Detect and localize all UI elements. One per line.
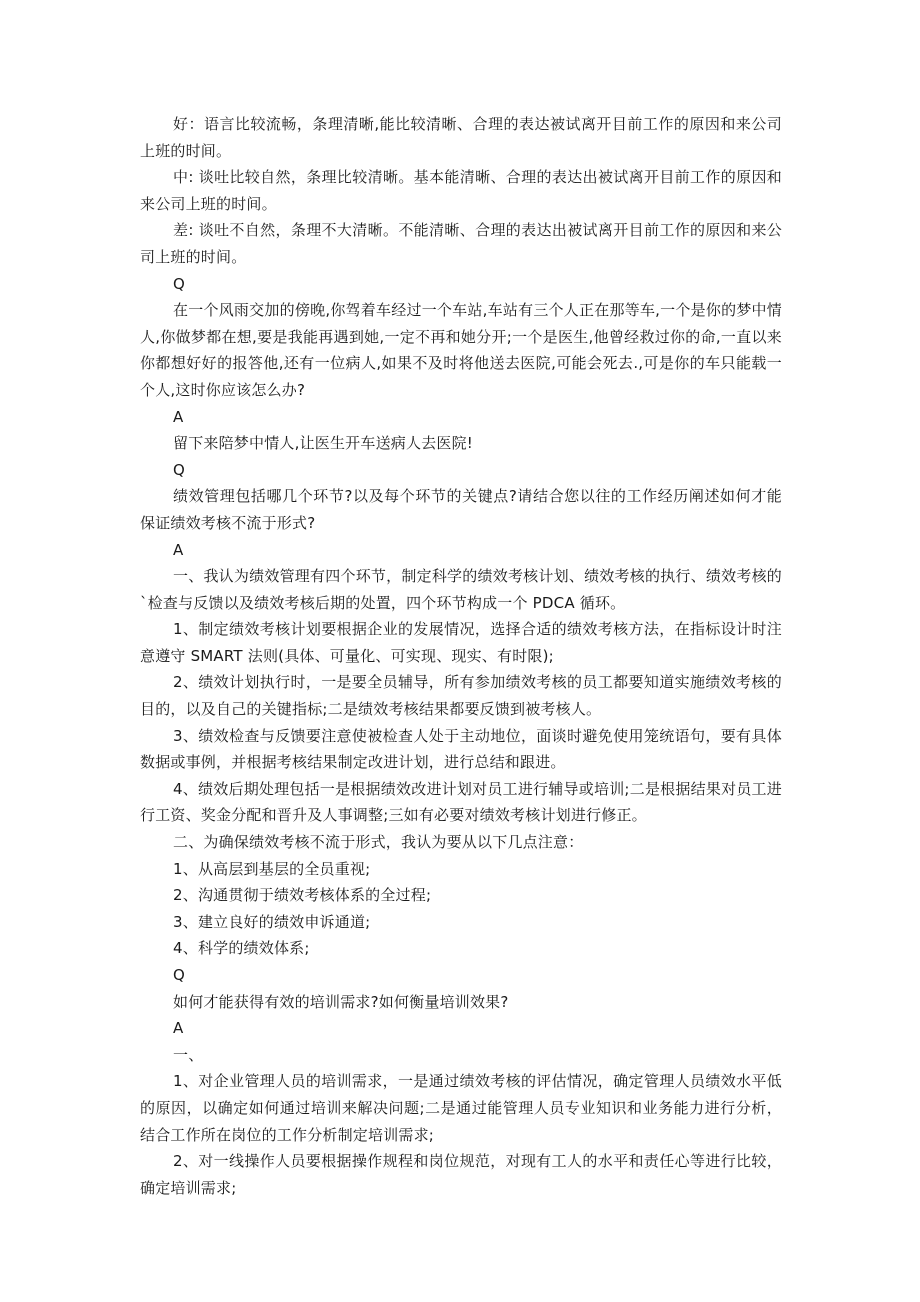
list-item: 1、对企业管理人员的培训需求，一是通过绩效考核的评估情况，确定管理人员绩效水平低的原因，以确定如何通过培训来解决问题;二是通过能管理人员专业知识和业务能力进行分析，结合工作所在岗位的工作分析制定培训需求;	[140, 1072, 782, 1144]
question-text: 在一个风雨交加的傍晚,你驾着车经过一个车站,车站有三个人正在那等车,一个是你的梦中情人,你做梦都在想,要是我能再遇到她,一定不再和她分开;一个是医生,他曾经救过你的命,一直以来你都想好好的报答他,还有一位病人,如果不及时将他送去医院,可能会死去.,可是你的车只能载一个人,这时你应该怎么办?	[140, 301, 782, 399]
answer-marker: A	[173, 407, 184, 426]
question-text: 如何才能获得有效的培训需求?如何衡量培训效果?	[173, 992, 509, 1011]
list-item: 4、科学的绩效体系;	[173, 939, 310, 958]
question-text: 绩效管理包括哪几个环节?以及每个环节的关键点?请结合您以往的工作经历阐述如何才能保证绩效考核不流于形式?	[140, 487, 782, 532]
section-heading: 一、	[173, 1045, 204, 1064]
document-body	[140, 111, 782, 1201]
question-marker: Q	[173, 966, 186, 984]
answer-marker: A	[173, 1019, 184, 1038]
list-item: 1、从高层到基层的全员重视;	[173, 859, 371, 878]
question-marker: Q	[173, 460, 186, 479]
paragraph: 差: 谈吐不自然，条理不大清晰。不能清晰、合理的表达出被试离开目前工作的原因和来公司上班的时间。	[140, 221, 782, 266]
list-item: 1、制定绩效考核计划要根据企业的发展情况，选择合适的绩效考核方法，在指标设计时注意遵守 SMART 法则(具体、可量化、可实现、现实、有时限);	[140, 620, 782, 665]
list-item: 3、绩效检查与反馈要注意使被检查人处于主动地位，面谈时避免使用笼统语句，要有具体数据或事例，并根据考核结果制定改进计划，进行总结和跟进。	[140, 726, 782, 772]
answer-text: 留下来陪梦中情人,让医生开车送病人去医院!	[173, 434, 473, 453]
list-item: 2、绩效计划执行时，一是要全员辅导，所有参加绩效考核的员工都要知道实施绩效考核的目的，以及自己的关键指标;二是绩效考核结果都要反馈到被考核人。	[140, 673, 782, 719]
list-item: 4、绩效后期处理包括一是根据绩效改进计划对员工进行辅导或培训;二是根据结果对员工进行工资、奖金分配和晋升及人事调整;三如有必要对绩效考核计划进行修正。	[140, 779, 782, 825]
list-item: 2、对一线操作人员要根据操作规程和岗位规范，对现有工人的水平和责任心等进行比较，确定培训需求;	[140, 1152, 782, 1197]
list-item: 2、沟通贯彻于绩效考核体系的全过程;	[173, 886, 432, 905]
answer-marker: A	[173, 540, 184, 559]
answer-text: 二、为确保绩效考核不流于形式，我认为要从以下几点注意：	[173, 833, 584, 852]
paragraph: 好：语言比较流畅，条理清晰,能比较清晰、合理的表达被试离开目前工作的原因和来公司上班的时间。	[140, 115, 782, 160]
list-item: 3、建立良好的绩效申诉通道;	[173, 912, 371, 931]
question-marker: Q	[173, 274, 186, 293]
paragraph: 中: 谈吐比较自然，条理比较清晰。基本能清晰、合理的表达出被试离开目前工作的原因和来公司上班的时间。	[140, 168, 782, 213]
answer-text: 一、我认为绩效管理有四个环节，制定科学的绩效考核计划、绩效考核的执行、绩效考核的`检查与反馈以及绩效考核后期的处置，四个环节构成一个 PDCA 循环。	[140, 567, 782, 612]
